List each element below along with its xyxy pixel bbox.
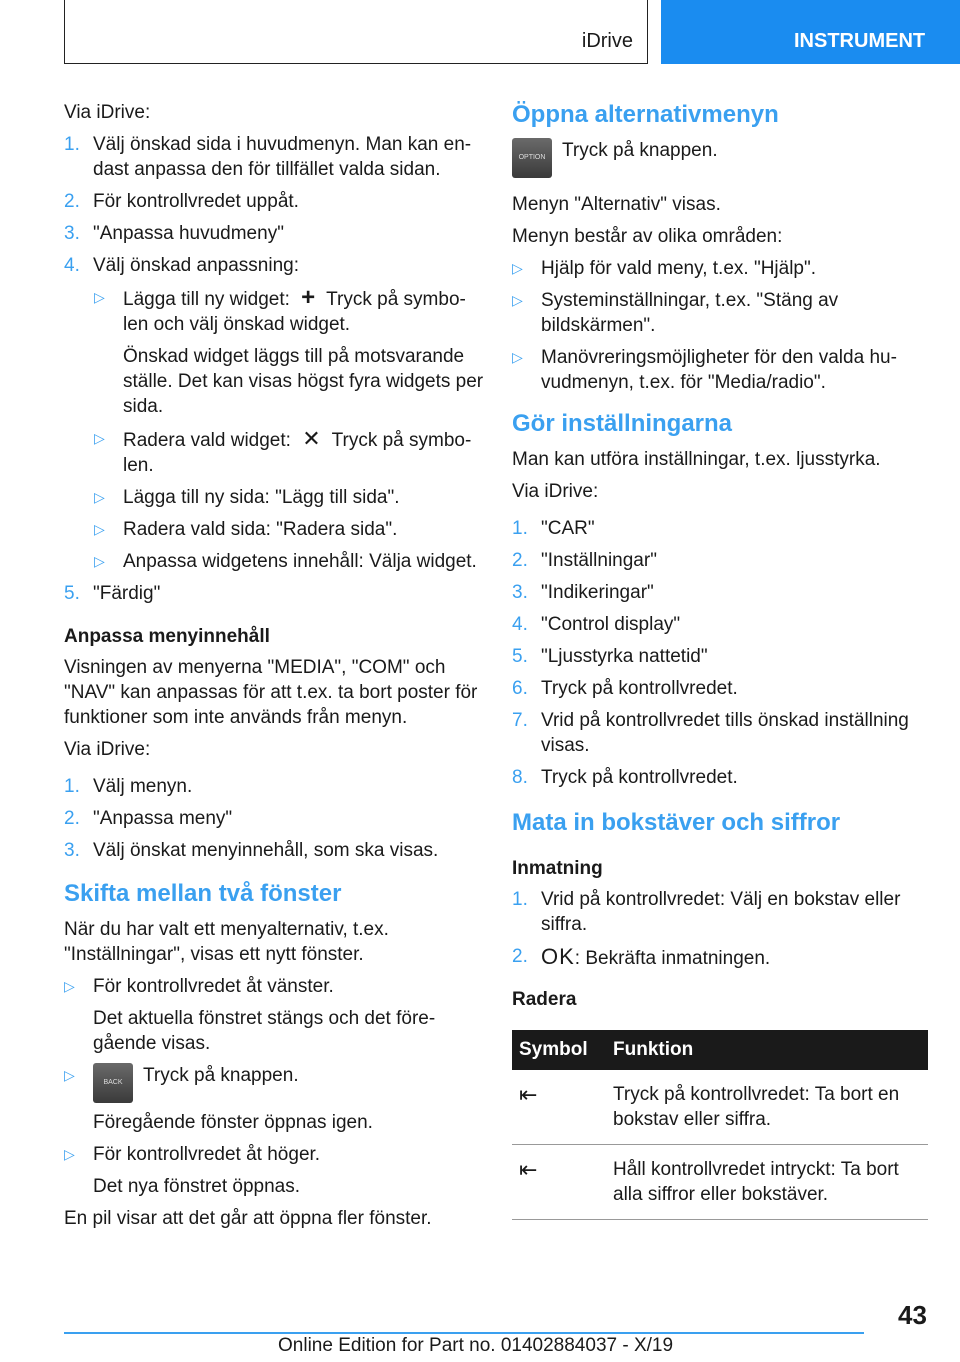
input-step-2: 2. OK: Bekräfta inmatningen. <box>512 944 771 969</box>
bullet-left-cont: Det aktuella fönstret stängs och det före-gående visas. <box>93 1008 436 1054</box>
table-header-function: Funktion <box>606 1030 928 1070</box>
via-idrive-3: Via iDrive: <box>512 481 599 502</box>
add-widget-note: Önskad widget läggs till på motsvarande ställe. Det kan visas högst fyra widgets per sida. <box>123 346 484 417</box>
option-press: OPTION Tryck på knappen. <box>512 138 928 178</box>
header-section: iDrive <box>581 30 633 52</box>
bullet-back-cont: Föregående fönster öppnas igen. <box>93 1112 373 1133</box>
table-row: ⇤ Håll kontrollvredet intryckt: Ta bort alla siffror eller bokstäver. <box>512 1145 928 1220</box>
menu-paragraph: Visningen av menyerna "MEDIA", "COM" och "NAV" kan anpassas för att t.ex. ta bort poster för funktioner som inte används från menyn. <box>64 657 478 728</box>
header-chapter: INSTRUMENT <box>794 30 926 52</box>
delete-arrow-icon: ⇤ <box>512 1145 606 1220</box>
bullet-right-cont: Det nya fönstret öppnas. <box>93 1176 301 1197</box>
step3-4: 4. "Control display" <box>512 614 681 635</box>
step3-3: 3. "Indikeringar" <box>512 582 654 603</box>
back-button-icon: BACK <box>93 1063 133 1103</box>
switch-paragraph: När du har valt ett menyalternativ, t.ex. "Inställningar", visas ett nytt fönster. <box>64 919 389 965</box>
footer-line <box>64 1332 864 1334</box>
close-icon: ✕ <box>302 426 321 451</box>
bullet-back: ▷ BACK Tryck på knappen. <box>64 1063 484 1103</box>
step3-6: 6. Tryck på kontrollvredet. <box>512 678 738 699</box>
options-p1: Menyn "Alternativ" visas. <box>512 194 721 215</box>
bullet-del-page: ▷ Radera vald sida: "Radera sida". <box>94 519 398 540</box>
page-number: 43 <box>898 1300 927 1330</box>
right-column <box>512 100 928 1220</box>
ok-icon: OK <box>541 944 575 969</box>
via-idrive-1: Via iDrive: <box>64 102 151 123</box>
heading-input: Mata in bokstäver och siffror <box>512 809 841 836</box>
options-p2: Menyn består av olika områden: <box>512 226 783 247</box>
bullet-right: ▷ För kontrollvredet åt höger. <box>64 1144 321 1165</box>
step3-5: 5. "Ljusstyrka nattetid" <box>512 646 708 667</box>
table-header-symbol: Symbol <box>512 1030 606 1070</box>
table-row: ⇤ Tryck på kontrollvredet: Ta bort en bokstav eller siffra. <box>512 1070 928 1145</box>
bullet-del-widget: ▷ Radera vald widget: ✕ Tryck på symbo-len. <box>94 426 472 476</box>
step-1: 1. Välj önskad sida i huvudmenyn. Man kan en-dast anpassa den för tillfället valda sidan. <box>64 134 472 180</box>
left-column <box>64 100 484 1238</box>
step-3: 3. "Anpassa huvudmeny" <box>64 223 284 244</box>
bullet-add-page: ▷ Lägga till ny sida: "Lägg till sida". <box>94 487 400 508</box>
step2-3: 3. Välj önskat menyinnehåll, som ska visas. <box>64 840 439 861</box>
bullet-left: ▷ För kontrollvredet åt vänster. <box>64 976 334 997</box>
heading-radera: Radera <box>512 989 577 1010</box>
step-2: 2. För kontrollvredet uppåt. <box>64 191 299 212</box>
option-button-icon: OPTION <box>512 138 552 178</box>
symbol-table <box>512 1030 928 1220</box>
step3-1: 1. "CAR" <box>512 518 595 539</box>
delete-arrow-icon: ⇤ <box>512 1070 606 1145</box>
heading-settings: Gör inställningarna <box>512 410 733 437</box>
bullet-adapt: ▷ Anpassa widgetens innehåll: Välja widget. <box>94 551 477 572</box>
heading-switch: Skifta mellan två fönster <box>64 880 342 907</box>
step3-2: 2. "Inställningar" <box>512 550 657 571</box>
opt-bullet-1: ▷ Hjälp för vald meny, t.ex. "Hjälp". <box>512 258 817 279</box>
step2-1: 1. Välj menyn. <box>64 776 193 797</box>
bullet-add-widget: ▷ Lägga till ny widget: + Tryck på symbo-len och välj önskad widget. <box>94 284 466 335</box>
header-section-box <box>64 0 648 64</box>
plus-icon: + <box>301 284 316 311</box>
opt-bullet-2: ▷ Systeminställningar, t.ex. "Stäng av bildskärmen". <box>512 290 839 336</box>
step3-7: 7. Vrid på kontrollvredet tills önskad inställning visas. <box>512 710 909 756</box>
heading-inmatning: Inmatning <box>512 858 603 879</box>
arrow-paragraph: En pil visar att det går att öppna fler fönster. <box>64 1208 432 1229</box>
opt-bullet-3: ▷ Manövreringsmöjligheter för den valda hu-vudmenyn, t.ex. för "Media/radio". <box>512 347 897 393</box>
via-idrive-2: Via iDrive: <box>64 739 151 760</box>
heading-options: Öppna alternativmenyn <box>512 101 779 128</box>
input-step-1: 1. Vrid på kontrollvredet: Välj en bokstav eller siffra. <box>512 889 901 935</box>
step-4: 4. Välj önskad anpassning: <box>64 255 299 276</box>
settings-paragraph: Man kan utföra inställningar, t.ex. ljusstyrka. <box>512 449 881 470</box>
step2-2: 2. "Anpassa meny" <box>64 808 233 829</box>
heading-menu: Anpassa menyinnehåll <box>64 626 270 647</box>
header-chapter-tab[interactable] <box>661 0 960 64</box>
step-5: 5. "Färdig" <box>64 583 161 604</box>
step3-8: 8. Tryck på kontrollvredet. <box>512 767 738 788</box>
footer-edition: Online Edition for Part no. 01402884037 - X/19 <box>278 1335 674 1356</box>
